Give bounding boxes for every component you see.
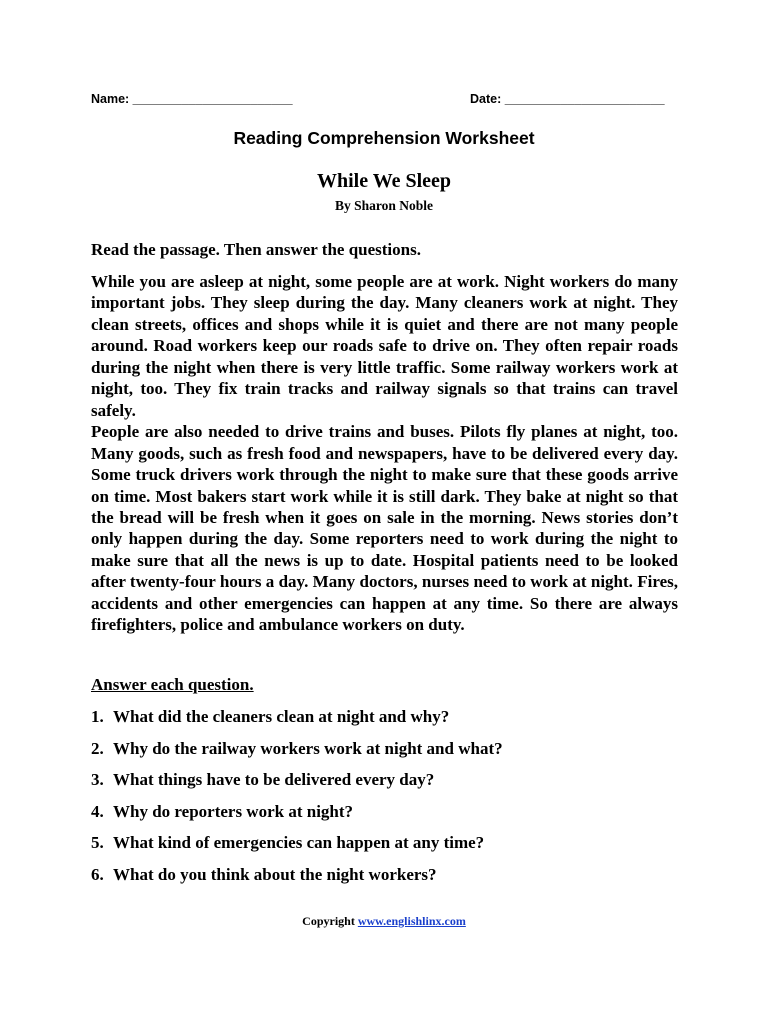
question-item (91, 832, 691, 864)
question-number: 4. (91, 801, 104, 821)
question-item (91, 738, 691, 770)
date-field: Date: _______________________ (470, 92, 665, 106)
question-text: What do you think about the night workers? (113, 864, 437, 884)
question-text: What did the cleaners clean at night and why? (113, 707, 450, 726)
instructions: Read the passage. Then answer the questions. (91, 240, 421, 259)
passage-paragraph: While you are asleep at night, some people are at work. Night workers do many important jobs. They sleep during the day. Many cleaners work at night. They clean streets, offices and shops while it is quiet and there are not many people around. Road workers keep our roads safe to drive on. They often repair roads during the night when there is very little traffic. Some railway workers work at night, too. They fix train tracks and railway signals so that trains can travel safely. (91, 272, 678, 420)
passage (91, 271, 678, 636)
worksheet-title: Reading Comprehension Worksheet (233, 128, 535, 148)
question-list (91, 706, 691, 896)
website-link[interactable]: www.englishlinx.com (357, 914, 466, 928)
name-field: Name: _______________________ (91, 92, 293, 106)
question-text: What things have to be delivered every day? (113, 770, 435, 790)
story-title: While We Sleep (316, 170, 452, 192)
question-number: 3. (91, 770, 104, 790)
question-text: Why do the railway workers work at night and what? (113, 738, 503, 758)
question-item (91, 706, 691, 738)
question-text: What kind of emergencies can happen at any time? (113, 833, 485, 853)
question-text: Why do reporters work at night? (113, 801, 354, 821)
question-number: 6. (91, 864, 104, 884)
answer-heading: Answer each question. (91, 675, 254, 694)
question-item (91, 769, 691, 801)
story-author: By Sharon Noble (334, 198, 434, 213)
question-item (91, 864, 691, 896)
copyright-label: Copyright (302, 914, 355, 928)
copyright-footer (0, 914, 768, 929)
question-number: 2. (91, 738, 104, 758)
passage-paragraph: People are also needed to drive trains and buses. Pilots fly planes at night, too. Many goods, such as fresh food and newspapers, have to be delivered every day. Some truck drivers work through the night to make sure that these goods arrive on time. Most bakers start work while it is still dark. They bake at night so that the bread will be fresh when it goes on sale in the morning. News stories don’t only happen during the day. Some reporters need to work during the night to make sure that all the news is up to date. Hospital patients need to be looked after twenty-four hours a day. Many doctors, nurses need to work at night. Fires, accidents and other emergencies can happen at any time. So there are always firefighters, police and ambulance workers on duty. (91, 422, 678, 635)
question-number: 5. (91, 833, 104, 853)
question-number: 1. (91, 707, 104, 726)
question-item (91, 801, 691, 833)
